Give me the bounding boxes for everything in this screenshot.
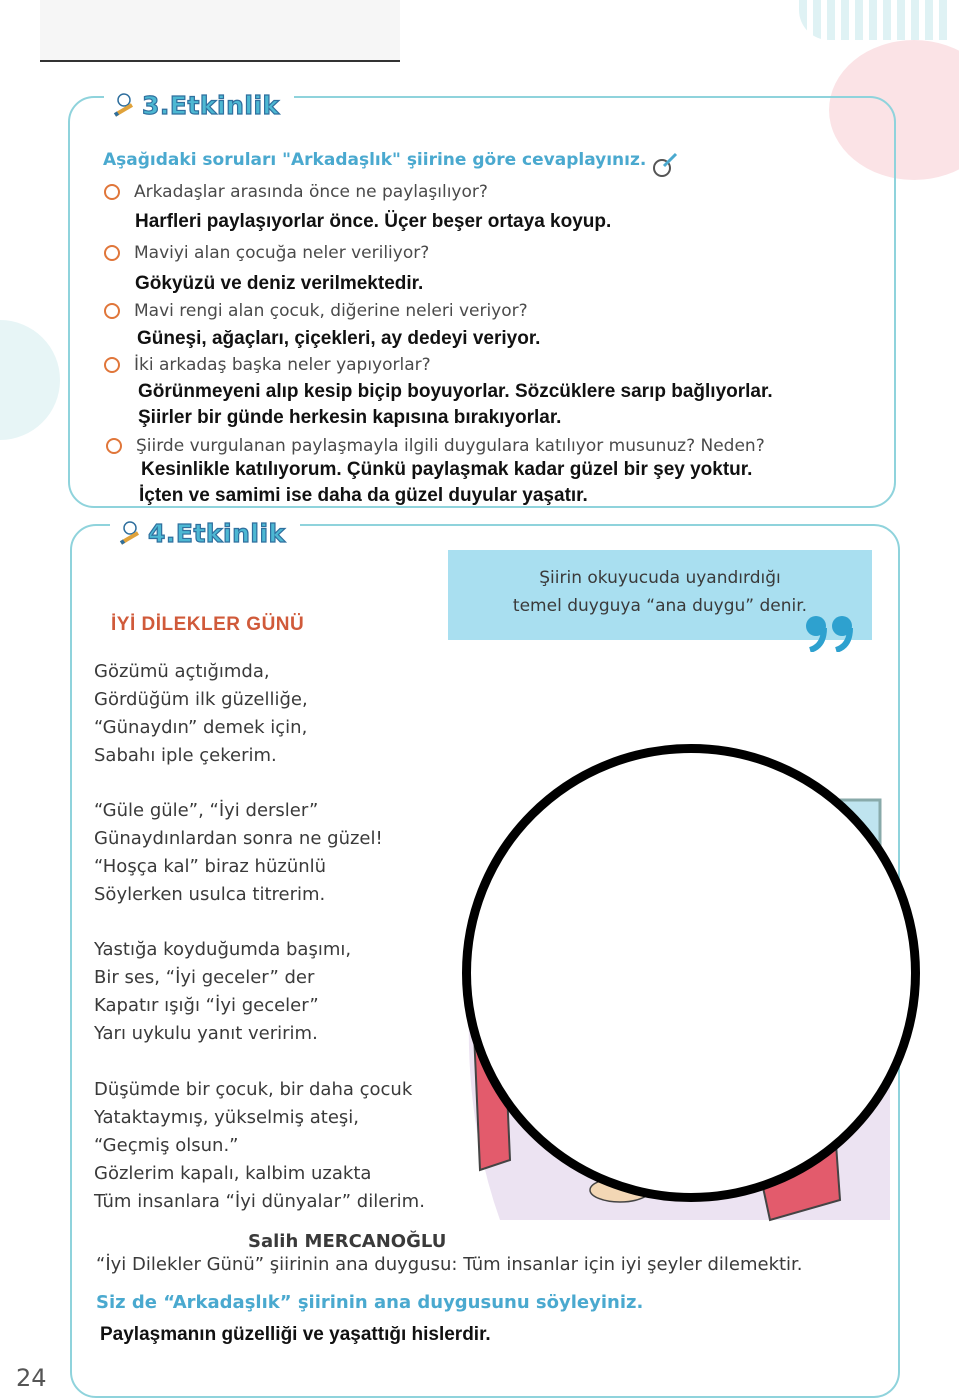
- poem-stanza-2: [94, 797, 383, 909]
- poem-line: Yataktaymış, yükselmiş ateşi,: [94, 1107, 359, 1128]
- activity-3-instruction: Aşağıdaki soruları "Arkadaşlık" şiirine göre cevaplayınız.: [103, 150, 647, 170]
- poem-title: İYİ DİLEKLER GÜNÜ: [111, 614, 305, 635]
- poem-line: Tüm insanlara “İyi dünyalar” dilerim.: [94, 1191, 425, 1212]
- question-2: Maviyi alan çocuğa neler veriliyor?: [104, 243, 429, 263]
- answer-4-line-1: Görünmeyeni alıp kesip biçip boyuyorlar. Sözcüklere sarıp bağlıyorlar.: [138, 381, 773, 402]
- answer-3-line-1: Güneşi, ağaçları, çiçekleri, ay dedeyi veriyor.: [137, 328, 541, 349]
- bullet-icon: [104, 245, 120, 261]
- poem-line: “Hoşça kal” biraz hüzünlü: [94, 856, 327, 877]
- poem-line: “Güle güle”, “İyi dersler”: [94, 800, 319, 821]
- poem-line: Gözlerim kapalı, kalbim uzakta: [94, 1163, 372, 1184]
- poem-line: “Günaydın” demek için,: [94, 717, 308, 738]
- poem-line: Düşümde bir çocuk, bir daha çocuk: [94, 1079, 413, 1100]
- pencil-icon: [116, 519, 144, 547]
- poem-line: Gördüğüm ilk güzelliğe,: [94, 689, 308, 710]
- decorative-stripes: [799, 0, 949, 40]
- poem-line: Gözümü açtığımda,: [94, 661, 270, 682]
- answer-5-line-2: İçten ve samimi ise daha da güzel duyular yaşatır.: [139, 485, 588, 506]
- decorative-teal-blob: [0, 320, 60, 440]
- page-number: 24: [16, 1364, 47, 1392]
- poem-line: Söylerken usulca titrerim.: [94, 884, 326, 905]
- pencil-icon: [110, 91, 138, 119]
- main-emotion-summary: “İyi Dilekler Günü” şiirinin ana duygusu: Tüm insanlar için iyi şeyler dilemektir.: [96, 1254, 803, 1275]
- activity-4-title: 4.Etkinlik: [148, 518, 286, 548]
- info-line-2: temel duyguya “ana duygu” denir.: [512, 596, 808, 616]
- activity-4-badge: [110, 516, 300, 550]
- circle-overlay: [462, 744, 920, 1202]
- poem-author: Salih MERCANOĞLU: [248, 1231, 447, 1252]
- activity-4-answer: Paylaşmanın güzelliği ve yaşattığı hislerdir.: [100, 1324, 491, 1345]
- answer-4-line-2: Şiirler bir günde herkesin kapısına bırakıyorlar.: [138, 407, 562, 428]
- pen-icon: [650, 150, 680, 180]
- question-4: İki arkadaş başka neler yapıyorlar?: [104, 355, 431, 375]
- bullet-icon: [104, 357, 120, 373]
- bullet-icon: [106, 438, 122, 454]
- info-line-1: Şiirin okuyucuda uyandırdığı: [539, 568, 781, 588]
- activity-3-badge: [104, 88, 294, 122]
- activity-4-instruction: Siz de “Arkadaşlık” şiirinin ana duygusunu söyleyiniz.: [96, 1292, 644, 1313]
- poem-line: Bir ses, “İyi geceler” der: [94, 967, 315, 988]
- quote-mark-icon: [804, 612, 860, 652]
- bullet-icon: [104, 303, 120, 319]
- poem-line: Sabahı iple çekerim.: [94, 745, 277, 766]
- activity-3-title: 3.Etkinlik: [142, 90, 280, 120]
- poem-stanza-1: [94, 658, 308, 770]
- poem-line: “Geçmiş olsun.”: [94, 1135, 239, 1156]
- poem-stanza-4: [94, 1076, 425, 1216]
- question-5: Şiirde vurgulanan paylaşmayla ilgili duygulara katılıyor musunuz? Neden?: [106, 436, 765, 456]
- top-edge-strip: [40, 0, 400, 62]
- answer-1-line-1: Harfleri paylaşıyorlar önce. Üçer beşer ortaya koyup.: [135, 211, 612, 232]
- poem-line: Kapatır ışığı “İyi geceler”: [94, 995, 319, 1016]
- poem-line: Günaydınlardan sonra ne güzel!: [94, 828, 383, 849]
- poem-line: Yastığa koyduğumda başımı,: [94, 939, 352, 960]
- poem-line: Yarı uykulu yanıt veririm.: [94, 1023, 318, 1044]
- bullet-icon: [104, 184, 120, 200]
- question-1: Arkadaşlar arasında önce ne paylaşılıyor?: [104, 182, 488, 202]
- answer-2-line-1: Gökyüzü ve deniz verilmektedir.: [135, 273, 424, 294]
- question-3: Mavi rengi alan çocuk, diğerine neleri veriyor?: [104, 301, 528, 321]
- poem-stanza-3: [94, 936, 351, 1048]
- answer-5-line-1: Kesinlikle katılıyorum. Çünkü paylaşmak kadar güzel bir şey yoktur.: [141, 459, 753, 480]
